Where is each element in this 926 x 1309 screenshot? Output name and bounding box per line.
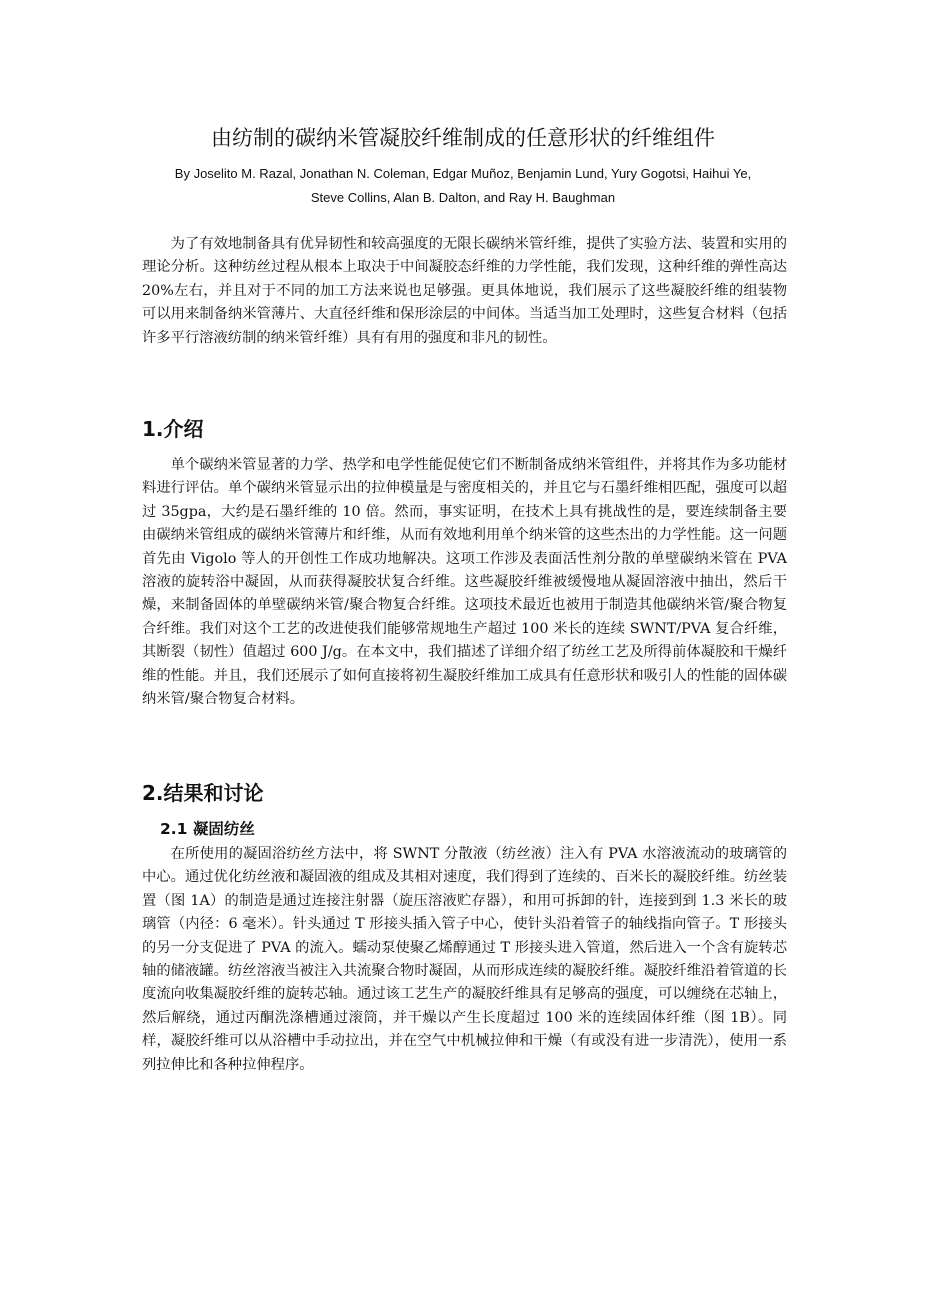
author-line-2: Steve Collins, Alan B. Dalton, and Ray H. Baughman [310,190,616,205]
author-line-1: By Joselito M. Razal, Jonathan N. Coleman, Edgar Muñoz, Benjamin Lund, Yury Gogotsi, Haihui Ye, [174,166,752,181]
introduction-paragraph: 单个碳纳米管显著的力学、热学和电学性能促使它们不断制备成纳米管组件，并将其作为多功能材料进行评估。单个碳纳米管显示出的拉伸模量是与密度相关的，并且它与石墨纤维相匹配，强度可以超过 35gpa，大约是石墨纤维的 10 倍。然而，事实证明，在技术上具有挑战性的是，要连续制备主要由碳纳米管组成的碳纳米管薄片和纤维，从而有效地利用单个纳米管的这些杰出的力学性能。这一问题首先由 Vigolo 等人的开创性工作成功地解决。这项工作涉及表面活性剂分散的单壁碳纳米管在 PVA 溶液的旋转浴中凝固，从而获得凝胶状复合纤维。这些凝胶纤维被缓慢地从凝固溶液中抽出，然后干燥，来制备固体的单壁碳纳米管/聚合物复合纤维。这项技术最近也被用于制造其他碳纳米管/聚合物复合纤维。我们对这个工艺的改进使我们能够常规地生产超过 100 米长的连续 SWNT/PVA 复合纤维，其断裂（韧性）值超过 600 J/g。在本文中，我们描述了详细介绍了纺丝工艺及所得前体凝胶和干燥纤维的性能。并且，我们还展示了如何直接将初生凝胶纤维加工成具有任意形状和吸引人的性能的固体碳纳米管/聚合物复合材料。 [142,457,787,708]
paper-title: 由纺制的碳纳米管凝胶纤维制成的任意形状的纤维组件 [211,126,715,150]
author-list [120,162,806,210]
section-heading-results: 2.结果和讨论 [142,781,264,805]
section-heading-introduction: 1.介绍 [142,417,204,441]
results-paragraph: 在所使用的凝固浴纺丝方法中，将 SWNT 分散液（纺丝液）注入有 PVA 水溶液流动的玻璃管的中心。通过优化纺丝液和凝固液的组成及其相对速度，我们得到了连续的、百米长的凝胶纤维。纺丝装置（图 1A）的制造是通过连接注射器（旋压溶液贮存器），和用可拆卸的针，连接到到 1.3 米长的玻璃管（内径：6 毫米）。针头通过 T 形接头插入管子中心，使针头沿着管子的轴线指向管子。T 形接头的另一分支促进了 PVA 的流入。蠕动泵使聚乙烯醇通过 T 形接头进入管道，然后进入一个含有旋转芯轴的储液罐。纺丝溶液当被注入共流聚合物时凝固，从而形成连续的凝胶纤维。凝胶纤维沿着管道的长度流向收集凝胶纤维的旋转芯轴。通过该工艺生产的凝胶纤维具有足够高的强度，可以缠绕在芯轴上，然后解绕，通过丙酮洗涤槽通过滚筒，并干燥以产生长度超过 100 米的连续固体纤维（图 1B）。同样，凝胶纤维可以从浴槽中手动拉出，并在空气中机械拉伸和干燥（有或没有进一步清洗），使用一系列拉伸比和各种拉伸程序。 [142,846,787,1073]
abstract-paragraph: 为了有效地制备具有优异韧性和较高强度的无限长碳纳米管纤维，提供了实验方法、装置和实用的理论分析。这种纺丝过程从根本上取决于中间凝胶态纤维的力学性能，我们发现，这种纤维的弹性高达 20%左右，并且对于不同的加工方法来说也足够强。更具体地说，我们展示了这些凝胶纤维的组装物可以用来制备纳米管薄片、大直径纤维和保形涂层的中间体。当适当加工处理时，这些复合材料（包括许多平行溶液纺制的纳米管纤维）具有有用的强度和非凡的韧性。 [142,236,787,346]
subsection-heading-coagulation-spinning: 2.1 凝固纺丝 [160,820,255,838]
